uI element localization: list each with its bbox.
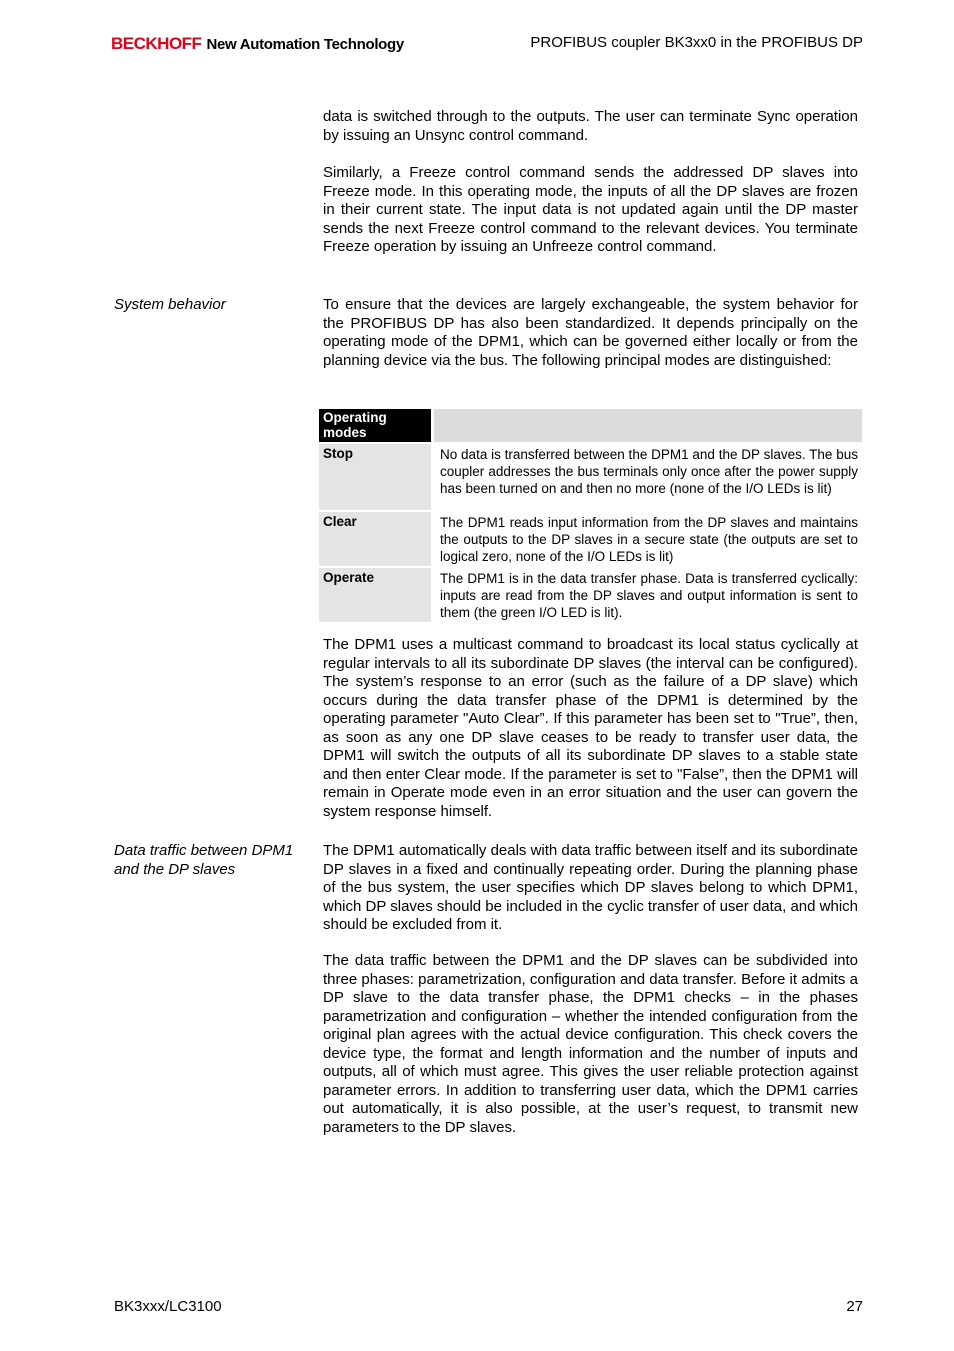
beckhoff-logo: [111, 34, 404, 54]
mode-desc-clear: The DPM1 reads input information from the DP slaves and maintains the outputs to the DP slaves in a secure state (the outputs are set to logical zero, none of the I/O LEDs is lit): [434, 510, 862, 566]
logo-brand: BECKHOFF: [111, 34, 202, 53]
mode-desc-stop: No data is transferred between the DPM1 and the DP slaves. The bus coupler addresses the bus terminals only once after the power supply has been turned on and then no more (none of the I/O LEDs is lit): [434, 442, 862, 510]
paragraph-multicast: The DPM1 uses a multicast command to broadcast its local status cyclically at regular intervals to all its subordinate DP slaves (the interval can be configured). The system’s response to an error (such as the failure of a DP slave) which occurs during the data transfer phase of the DPM1 is determined by the operating parameter "Auto Clear”. If this parameter has been set to "True”, then, as soon as any one DP slave ceases to be ready to transfer user data, the DPM1 will switch the outputs of all its subordinate DP slaves to a stable state and then enter Clear mode. If the parameter is set to "False”, then the DPM1 will remain in Operate mode even in an error situation and the user can govern the system response himself.: [323, 636, 858, 820]
paragraph-freeze: Similarly, a Freeze control command sends the addressed DP slaves into Freeze mode. In this operating mode, the inputs of all the DP slaves are frozen in their current state. The input data is not updated again until the DP master sends the next Freeze control command to the relevant devices. You terminate Freeze operation by issuing an Unfreeze control command.: [323, 164, 858, 255]
side-heading-data-traffic: Data traffic between DPM1 and the DP slaves: [114, 842, 294, 878]
mode-name-stop: Stop: [319, 442, 434, 510]
page-header-title: PROFIBUS coupler BK3xx0 in the PROFIBUS DP: [530, 34, 863, 51]
mode-desc-operate: The DPM1 is in the data transfer phase. Data is transferred cyclically: inputs are read from the DP slaves and output information is sent to them (the green I/O LED is lit).: [434, 566, 862, 622]
paragraph-sync: data is switched through to the outputs. The user can terminate Sync operation by issuing an Unsync control command.: [323, 108, 858, 144]
table-header-operating-modes: Operating modes: [319, 409, 434, 442]
table-row: [319, 566, 862, 622]
paragraph-data-traffic: The DPM1 automatically deals with data traffic between itself and its subordinate DP slaves in a fixed and continually repeating order. During the planning phase of the bus system, the user specifies which DP slaves belong to which DPM1, which DP slaves should be included in the cyclic transfer of user data, and which should be excluded from it.: [323, 842, 859, 933]
operating-modes-table: [319, 409, 862, 622]
mode-name-operate: Operate: [319, 566, 434, 622]
mode-name-clear: Clear: [319, 510, 434, 566]
table-row: [319, 510, 862, 566]
side-heading-system-behavior: System behavior: [114, 296, 226, 313]
paragraph-phases: The data traffic between the DPM1 and the DP slaves can be subdivided into three phases: parametrization, configuration and data transfer. Before it admits a DP slave to the data transfer phase, the DPM1 checks – in the phases parametrization and configuration – whether the intended configuration from the original plan agrees with the actual device configuration. This check covers the device type, the format and length information and the number of inputs and outputs, all of which must agree. This gives the user reliable protection against parameter errors. In addition to transferring user data, which the DPM1 carries out automatically, it is also possible, at the user’s request, to transmit new parameters to the DP slaves.: [323, 952, 858, 1136]
footer-page-number: 27: [846, 1298, 863, 1315]
table-header-row: [319, 409, 862, 442]
paragraph-system-behavior: To ensure that the devices are largely exchangeable, the system behavior for the PROFIBUS DP has also been standardized. It depends principally on the operating mode of the DPM1, which can be governed either locally or from the planning device via the bus. The following principal modes are distinguished:: [323, 296, 858, 369]
footer-doc-id: BK3xxx/LC3100: [114, 1298, 222, 1315]
table-header-blank: [434, 409, 862, 442]
logo-tagline: New Automation Technology: [206, 36, 404, 53]
table-row: [319, 442, 862, 510]
